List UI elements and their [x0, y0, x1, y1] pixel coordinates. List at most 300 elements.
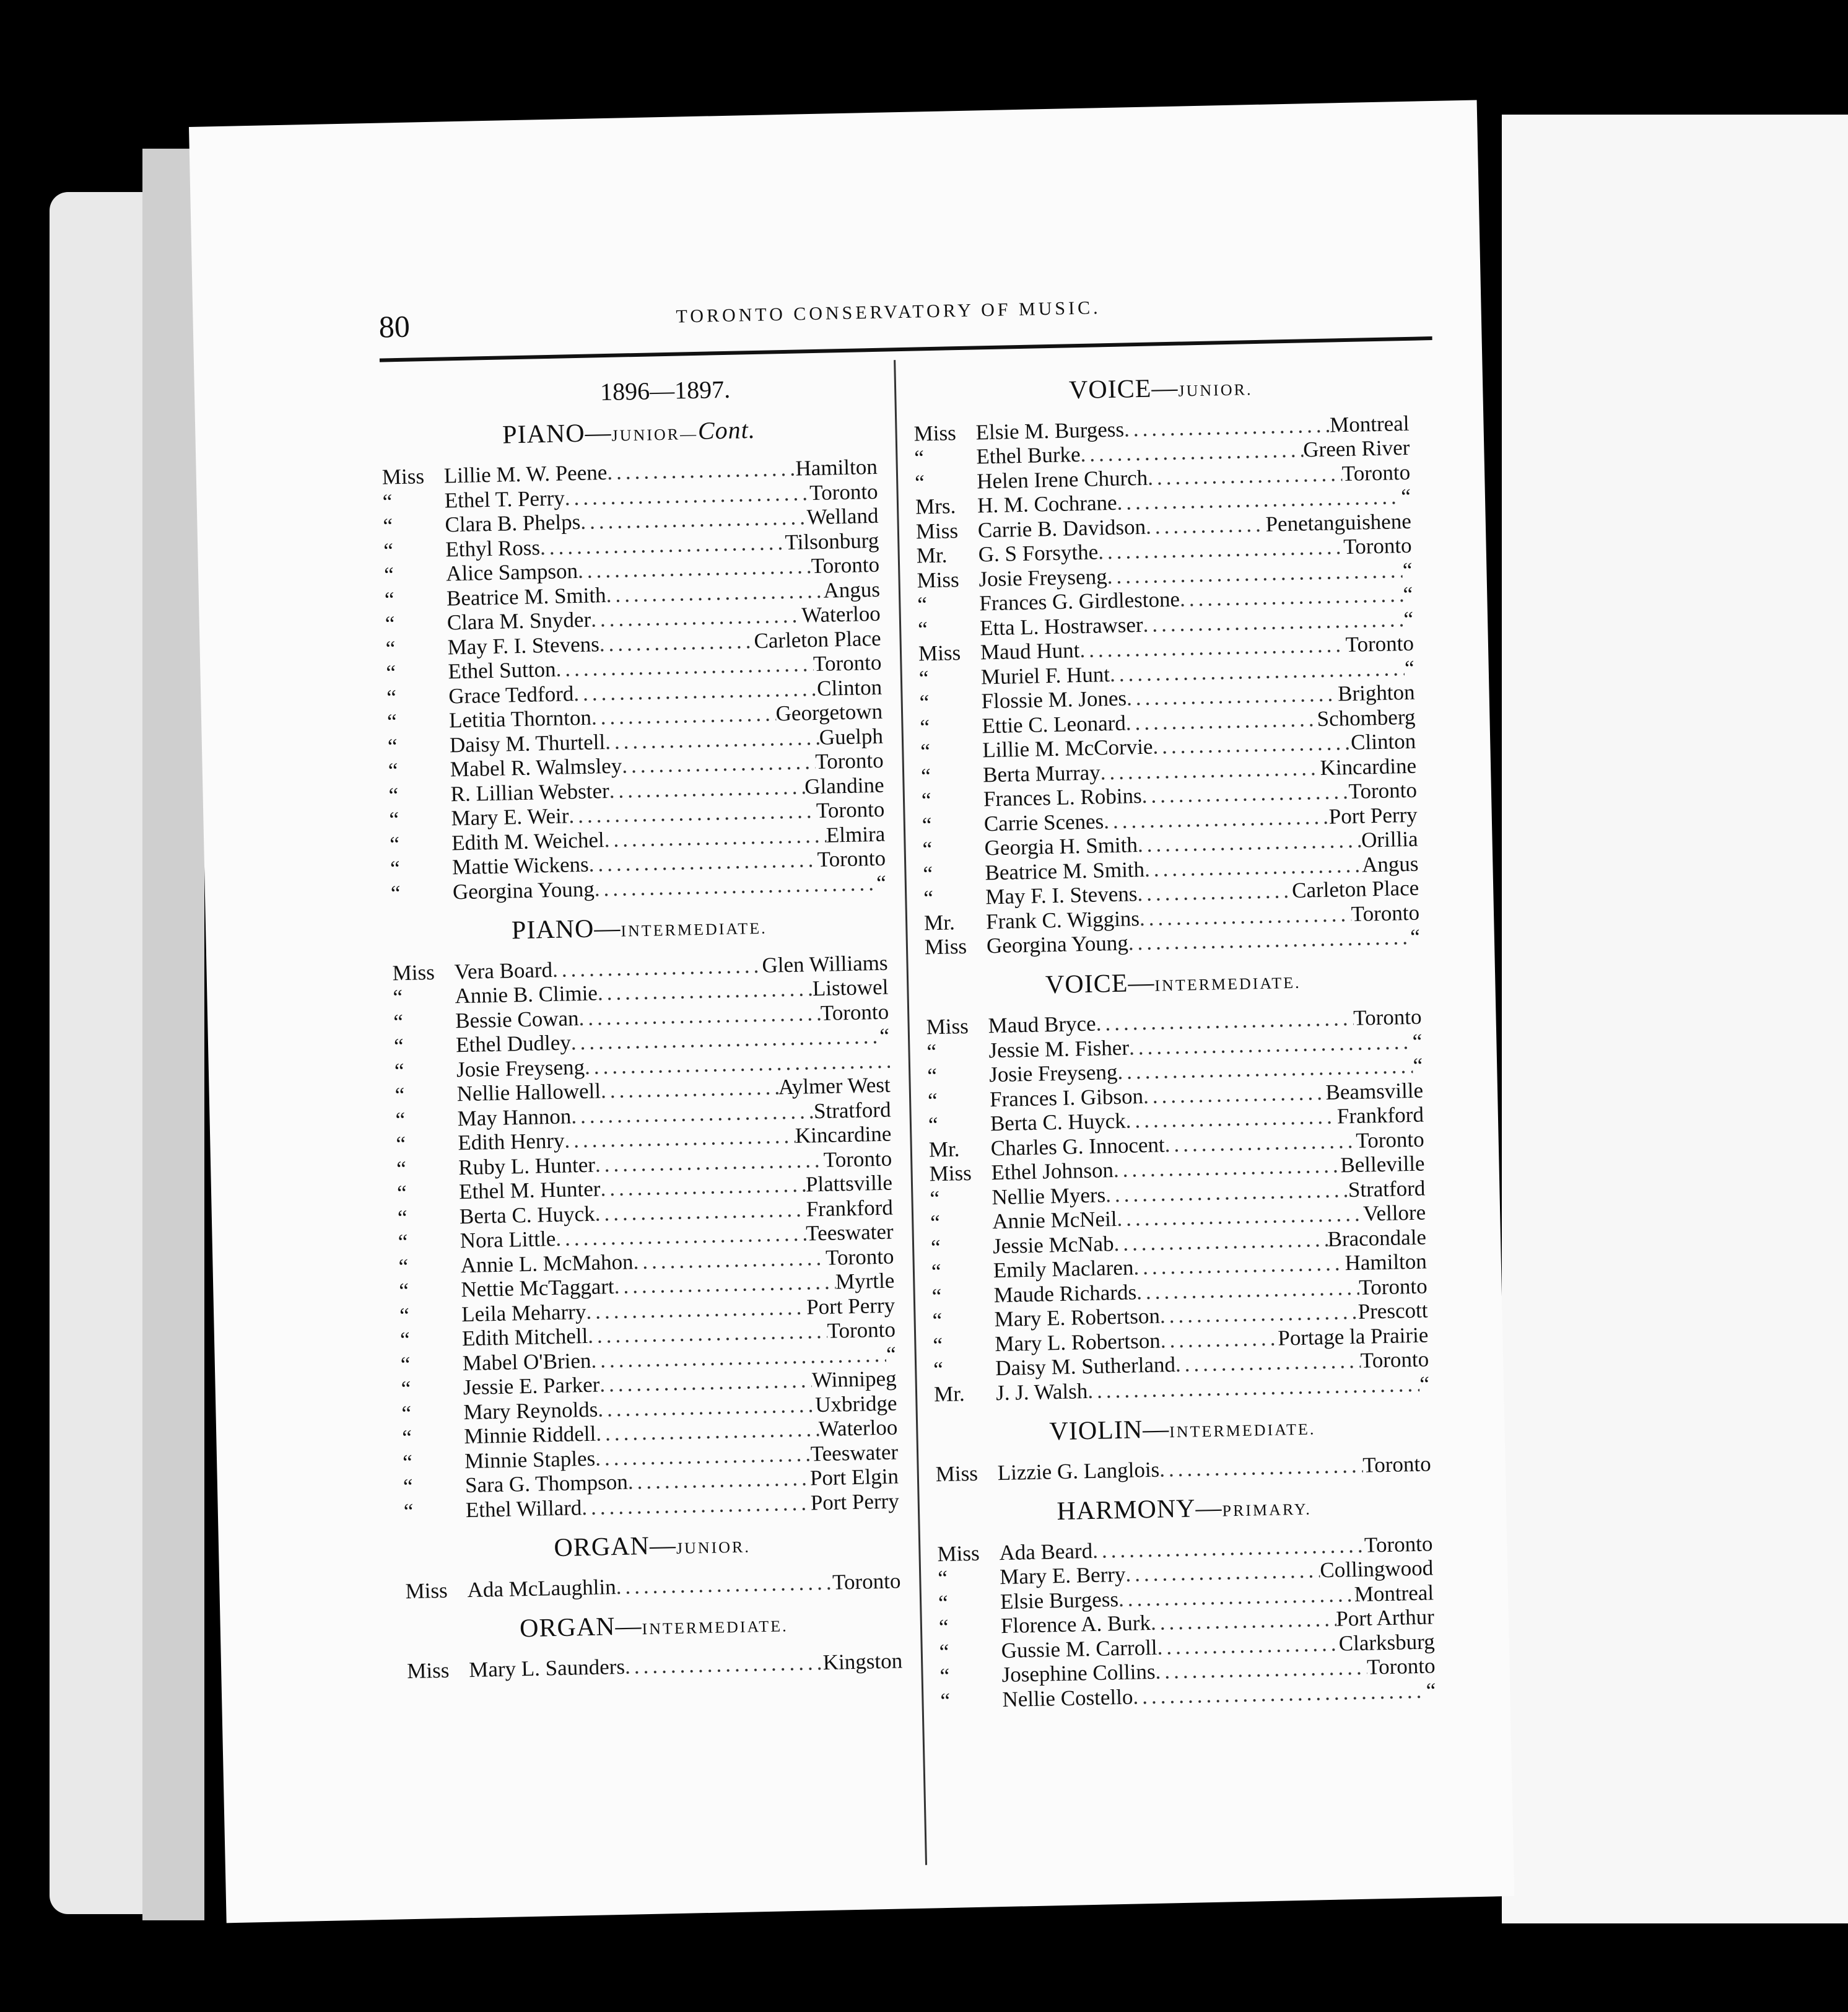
entry-name: Maude Richards — [993, 1279, 1137, 1307]
entry-prefix: “ — [386, 685, 397, 710]
entry-prefix: “ — [932, 1308, 943, 1333]
entry-prefix: “ — [385, 636, 396, 661]
entry-name: Frances G. Girdlestone — [978, 587, 1180, 616]
entry-place: Frankford — [1336, 1102, 1424, 1129]
entry-prefix: “ — [922, 837, 933, 862]
entry-place: Tilsonburg — [785, 528, 879, 554]
entry-prefix: “ — [914, 470, 925, 495]
entry-place: Glen Williams — [762, 950, 888, 978]
entry-name: Clara M. Snyder — [447, 607, 591, 635]
entry-name: Mary E. Berry — [999, 1562, 1126, 1590]
entry-name: Daisy M. Thurtell — [449, 729, 606, 757]
entry-prefix: “ — [403, 1474, 413, 1499]
entry-name: Jessie M. Fisher — [988, 1035, 1130, 1062]
section-heading — [935, 1412, 1431, 1449]
section-title: VOICE— — [1045, 968, 1155, 999]
entry-place: Port Elgin — [809, 1464, 899, 1490]
entry-place: Toronto — [1341, 460, 1411, 486]
entry-place: Welland — [806, 503, 879, 530]
entry-place: Toronto — [1360, 1347, 1429, 1373]
entry-place: Hamilton — [1345, 1249, 1427, 1275]
entry-name: Minnie Riddell — [463, 1421, 596, 1449]
entry-name: G. S Forsythe — [978, 540, 1099, 567]
entry-name: Minnie Staples — [464, 1446, 596, 1473]
entry-prefix: “ — [387, 733, 398, 758]
entry-prefix: “ — [923, 861, 933, 886]
leader-dots — [625, 1650, 824, 1679]
entry-name: Beatrice M. Smith — [446, 582, 606, 610]
leader-dots — [1151, 1607, 1336, 1635]
entry-prefix: “ — [399, 1278, 409, 1303]
leader-dots — [1153, 730, 1351, 759]
section-subtitle: JUNIOR— — [611, 424, 699, 445]
leader-dots — [616, 1570, 832, 1599]
entry-prefix: Mrs. — [915, 494, 956, 519]
entry-prefix: “ — [401, 1401, 412, 1425]
entry-name: Nellie Costello — [1002, 1684, 1133, 1712]
entry-place: Guelph — [819, 724, 884, 750]
entry-prefix: “ — [930, 1235, 941, 1259]
facing-page — [1502, 115, 1848, 1923]
leader-dots — [1157, 1631, 1339, 1660]
leader-dots — [1125, 1558, 1320, 1586]
entry-place: Angus — [1361, 851, 1419, 877]
entry-prefix: Miss — [926, 1013, 969, 1039]
leader-dots — [582, 1490, 811, 1520]
entry-place: Waterloo — [801, 601, 881, 628]
leader-dots — [1124, 413, 1330, 441]
entry-place: Montreal — [1329, 411, 1410, 437]
leader-dots — [1128, 925, 1410, 955]
entry-name: Elsie Burgess — [1000, 1586, 1119, 1614]
entry-prefix: “ — [393, 1009, 404, 1034]
entry-prefix: Miss — [917, 567, 960, 593]
entry-place: Clinton — [1350, 728, 1416, 754]
entry-prefix: “ — [388, 782, 399, 807]
entry-place: “ — [1412, 1029, 1423, 1054]
entry-prefix: “ — [922, 812, 932, 837]
entry-name: Carrie Scenes — [983, 808, 1104, 836]
entry-place: “ — [1404, 655, 1415, 680]
entry-prefix: “ — [921, 788, 931, 813]
entry-name: Sara G. Thompson — [464, 1469, 629, 1498]
entry-prefix: “ — [393, 1034, 404, 1059]
entry-place: Toronto — [813, 650, 882, 676]
entry-prefix: “ — [917, 616, 928, 642]
leader-dots — [600, 1173, 806, 1201]
entry-prefix: “ — [395, 1107, 406, 1132]
leader-dots — [607, 457, 796, 485]
entry-place: “ — [1403, 606, 1414, 631]
entry-name: Clara B. Phelps — [445, 509, 581, 537]
entry-name: Ethel Willard — [465, 1495, 582, 1522]
entry-name: Ethyl Ross — [445, 535, 541, 561]
entry-place: Toronto — [1366, 1653, 1436, 1679]
entry-name: Mary Reynolds — [463, 1397, 598, 1424]
entry-name: Georgina Young — [986, 930, 1129, 958]
entry-place: “ — [879, 1023, 890, 1048]
entry-prefix: “ — [401, 1376, 411, 1401]
entry-prefix: “ — [383, 562, 394, 587]
entry-prefix: “ — [398, 1229, 408, 1254]
section-title: HARMONY— — [1057, 1494, 1223, 1526]
entry-name: Josie Freyseng — [978, 564, 1107, 591]
leader-dots — [594, 871, 876, 901]
entry-place: Listowel — [812, 974, 889, 1001]
entry-prefix: “ — [920, 739, 931, 764]
entry-place: Toronto — [1345, 631, 1414, 657]
entry-name: Mattie Wickens — [451, 852, 590, 880]
entry-prefix: Miss — [918, 641, 961, 666]
entry-name: Nettie McTaggart — [460, 1274, 615, 1302]
entry-name: Berta C. Huyck — [459, 1201, 595, 1228]
entry-place: Belleville — [1340, 1151, 1425, 1178]
entry-place: Toronto — [827, 1317, 896, 1343]
entry-prefix: “ — [389, 807, 399, 832]
entry-prefix: “ — [388, 758, 398, 783]
entry-name: Frances I. Gibson — [989, 1083, 1144, 1111]
entry-name: Lillie M. W. Peene — [443, 460, 608, 488]
entry-name: Ettie C. Leonard — [982, 711, 1127, 738]
entry-place: “ — [1400, 484, 1411, 509]
entry-name: Lillie M. McCorvie — [982, 734, 1153, 763]
entry-place: Beamsville — [1325, 1078, 1424, 1104]
leader-dots — [1125, 707, 1317, 735]
entry-place: Glandine — [804, 772, 884, 798]
left-sections — [381, 414, 902, 1683]
entry-place: Montreal — [1354, 1580, 1434, 1606]
entry-place: Prescott — [1358, 1298, 1428, 1324]
entry-prefix: “ — [914, 445, 925, 470]
entry-name: Flossie M. Jones — [981, 686, 1127, 714]
section-subtitle: INTERMEDIATE. — [1154, 973, 1301, 995]
leader-dots — [599, 629, 754, 657]
entry-name: Jessie E. Parker — [463, 1372, 600, 1400]
entry-name: Mary L. Robertson — [995, 1328, 1161, 1356]
entry-prefix: “ — [927, 1088, 938, 1113]
entry-prefix: “ — [918, 665, 929, 691]
entry-prefix: “ — [398, 1254, 409, 1279]
entry-place: “ — [1426, 1677, 1436, 1703]
entry-name: Berta Murray — [982, 759, 1101, 787]
entry-prefix: “ — [926, 1064, 938, 1088]
entry-prefix: “ — [931, 1284, 942, 1308]
entry-prefix: “ — [931, 1259, 941, 1284]
entry-name: May F. I. Stevens — [447, 631, 600, 659]
entry-prefix: “ — [390, 880, 401, 905]
entry-prefix: Miss — [929, 1160, 972, 1186]
entry-name: Helen Irene Church — [976, 465, 1148, 493]
entry-prefix: “ — [926, 1039, 937, 1064]
section-title: PIANO— — [511, 914, 621, 945]
leader-dots — [627, 1466, 810, 1494]
entry-place: Aylmer West — [778, 1072, 891, 1100]
entry-prefix: “ — [919, 690, 930, 715]
section-subtitle: INTERMEDIATE. — [621, 919, 767, 940]
entry-prefix: “ — [385, 611, 395, 636]
entry-name: Maud Hunt — [980, 638, 1080, 665]
entry-name: Annie B. Climie — [455, 981, 598, 1008]
section-title: VIOLIN— — [1049, 1415, 1170, 1446]
entry-name: Bessie Cowan — [455, 1005, 579, 1033]
entry-place: Toronto — [823, 1146, 892, 1172]
entry-place: Green River — [1302, 435, 1410, 462]
entry-name: Etta L. Hostrawser — [979, 612, 1143, 640]
section-subtitle: JUNIOR. — [676, 1537, 751, 1558]
entry-name: Berta C. Huyck — [990, 1108, 1127, 1136]
entry-prefix: “ — [938, 1590, 949, 1615]
entry-prefix: “ — [930, 1210, 941, 1235]
entry-prefix: Miss — [406, 1658, 450, 1683]
entry-prefix: Mr. — [928, 1136, 960, 1161]
entry-place: Angus — [823, 577, 881, 603]
entry-place: Toronto — [1348, 777, 1418, 804]
entry-prefix: “ — [396, 1181, 408, 1205]
section-heading — [925, 965, 1421, 1002]
entry-name: Ethel Burke — [976, 442, 1081, 469]
entry-place: Kincardine — [1320, 753, 1417, 780]
entry-place: Toronto — [1362, 1451, 1432, 1477]
entry-place: “ — [1403, 582, 1413, 607]
entry-place: Toronto — [832, 1568, 901, 1594]
entry-place: Toronto — [1355, 1127, 1425, 1153]
entry-place: Teeswater — [805, 1219, 894, 1246]
entry-prefix: “ — [383, 538, 394, 563]
entry-place: Toronto — [1364, 1531, 1433, 1557]
entry-name: Emily Maclaren — [993, 1255, 1134, 1283]
running-title: TORONTO CONSERVATORY OF MUSIC. — [676, 297, 1101, 327]
entry-name: Mabel O'Brien — [462, 1348, 591, 1375]
entry-place: Orillia — [1361, 826, 1418, 852]
entry-prefix: Mr. — [916, 543, 948, 568]
entry-place: Carleton Place — [754, 626, 881, 653]
entry-name: Josie Freyseng — [988, 1059, 1118, 1087]
section-title: VOICE— — [1068, 374, 1179, 405]
list-item — [935, 1451, 1431, 1486]
entry-name: Carrie B. Davidson — [977, 514, 1146, 542]
right-column — [912, 356, 1436, 1713]
entry-prefix: “ — [386, 660, 396, 685]
entry-name: Ethel Johnson — [991, 1158, 1114, 1185]
entry-prefix: “ — [386, 709, 398, 734]
entry-place: Kincardine — [795, 1121, 892, 1148]
entry-prefix: “ — [402, 1450, 413, 1474]
entry-prefix: Miss — [913, 420, 957, 446]
entry-name: Annie McNeil — [992, 1207, 1117, 1234]
entry-place: Toronto — [825, 1244, 894, 1270]
page-number: 80 — [378, 308, 411, 344]
entry-place: Toronto — [1351, 900, 1420, 926]
list-item — [405, 1568, 901, 1603]
entry-name: Daisy M. Sutherland — [995, 1352, 1176, 1381]
entry-prefix: “ — [399, 1327, 411, 1352]
leader-dots — [1141, 779, 1349, 808]
entry-name: Beatrice M. Smith — [985, 857, 1145, 885]
entry-name: Ada Beard — [999, 1538, 1093, 1565]
entry-prefix: Mr. — [933, 1381, 965, 1406]
entry-prefix: Miss — [381, 464, 425, 489]
entry-prefix: “ — [396, 1132, 406, 1157]
leader-dots — [1175, 1349, 1361, 1377]
entry-name: Maud Bryce — [988, 1011, 1097, 1038]
entry-place: Georgetown — [775, 699, 883, 726]
entry-name: May F. I. Stevens — [985, 881, 1138, 909]
entry-place: Myrtle — [835, 1268, 895, 1294]
entry-place: “ — [1402, 558, 1413, 582]
entry-place: Toronto — [814, 748, 884, 774]
entry-place: Port Perry — [806, 1293, 896, 1319]
entry-name: Edith Henry — [458, 1128, 565, 1155]
section-heading — [406, 1609, 902, 1646]
entry-place: Elmira — [826, 821, 886, 847]
entry-place: Toronto — [1343, 533, 1412, 559]
section-heading — [391, 911, 887, 948]
entry-place: Clinton — [816, 675, 883, 701]
entry-prefix: “ — [396, 1156, 407, 1181]
entry-prefix: Miss — [392, 960, 435, 985]
entry-place: Toronto — [816, 797, 885, 823]
entry-place: Toronto — [811, 552, 880, 579]
book-page — [189, 100, 1514, 1923]
entry-name: Georgia H. Smith — [984, 833, 1138, 860]
entry-place: Clarksburg — [1338, 1629, 1436, 1656]
entry-prefix: “ — [400, 1352, 411, 1376]
entry-name: Mary L. Saunders — [468, 1654, 625, 1682]
entry-place: Vellore — [1362, 1200, 1426, 1226]
entry-name: Grace Tedford — [448, 681, 574, 708]
entry-name: Josie Freyseng — [456, 1054, 585, 1082]
entry-prefix: “ — [389, 831, 400, 856]
leader-dots — [1148, 461, 1342, 490]
entry-name: Ethel T. Perry — [444, 485, 565, 512]
entry-prefix: “ — [917, 592, 928, 617]
section-title: PIANO— — [502, 418, 612, 450]
entry-name: R. Lillian Webster — [450, 778, 610, 806]
entry-place: Toronto — [820, 999, 889, 1025]
entry-place: Carleton Place — [1291, 875, 1419, 903]
entry-prefix: “ — [923, 886, 934, 911]
entry-place: Stratford — [813, 1097, 891, 1123]
entry-name: Georgina Young — [452, 877, 595, 904]
entry-prefix: “ — [939, 1663, 950, 1689]
entry-name: H. M. Cochrane — [977, 490, 1117, 518]
entry-name: Vera Board — [454, 957, 553, 984]
entry-name: J. J. Walsh — [995, 1378, 1088, 1405]
list-item — [407, 1648, 903, 1683]
section-subtitle: INTERMEDIATE. — [1169, 1420, 1316, 1441]
entry-prefix: Miss — [937, 1541, 980, 1566]
entry-name: Josephine Collins — [1001, 1659, 1156, 1687]
entry-name: Nellie Hallowell — [456, 1078, 601, 1106]
entry-place: Stratford — [1348, 1176, 1426, 1202]
entry-name: Florence A. Burk — [1000, 1611, 1151, 1638]
entry-place: “ — [1419, 1371, 1430, 1396]
entry-place: Toronto — [817, 846, 886, 872]
entry-place: Collingwood — [1319, 1555, 1434, 1583]
entry-name: Gussie M. Carroll — [1001, 1635, 1157, 1663]
entry-name: Edith Mitchell — [461, 1323, 588, 1351]
entry-name: Alice Sampson — [445, 559, 578, 586]
entry-prefix: “ — [393, 985, 403, 1010]
entry-name: Ruby L. Hunter — [458, 1152, 596, 1179]
entry-prefix: “ — [397, 1205, 408, 1230]
entry-place: Frankford — [806, 1195, 894, 1222]
entry-place: Toronto — [1358, 1274, 1428, 1300]
entry-prefix: “ — [938, 1614, 949, 1640]
entry-place: Teeswater — [810, 1439, 899, 1466]
leader-dots — [633, 1245, 826, 1274]
entry-name: Nellie Myers — [992, 1182, 1106, 1209]
entry-place: “ — [886, 1342, 897, 1367]
entry-place: Toronto — [1353, 1004, 1422, 1030]
entry-place: “ — [1410, 924, 1421, 949]
entry-name: Nora Little — [460, 1226, 556, 1253]
entry-name: Ada McLaughlin — [467, 1574, 616, 1602]
section-heading — [404, 1529, 900, 1566]
entry-prefix: “ — [939, 1639, 949, 1664]
page-header — [378, 281, 1432, 362]
entry-place: Schomberg — [1317, 704, 1416, 731]
leader-dots — [1143, 1080, 1326, 1108]
leader-dots — [622, 750, 816, 778]
entry-prefix: “ — [920, 763, 931, 788]
leader-dots — [609, 774, 804, 803]
entry-prefix: “ — [930, 1186, 940, 1210]
entry-name: Mary E. Robertson — [994, 1303, 1161, 1332]
entry-place: Plattsville — [805, 1170, 893, 1197]
entry-name: Ethel M. Hunter — [458, 1176, 601, 1204]
entry-prefix: “ — [928, 1113, 938, 1137]
right-sections — [913, 372, 1436, 1713]
section-title: ORGAN— — [519, 1612, 642, 1643]
entry-place: Hamilton — [795, 454, 878, 481]
entry-prefix: “ — [399, 1303, 410, 1327]
entry-name: Ethel Sutton — [448, 657, 556, 684]
entry-prefix: “ — [394, 1058, 404, 1083]
entry-prefix: “ — [384, 587, 394, 612]
year-heading: 1896—1897. — [599, 375, 731, 406]
entry-place: Port Perry — [1328, 802, 1418, 829]
leader-dots — [601, 1075, 779, 1103]
entry-name: Frances L. Robins — [983, 784, 1143, 811]
entry-name: Leila Meharry — [461, 1299, 586, 1326]
entry-prefix: “ — [933, 1357, 944, 1382]
leader-dots — [1160, 1326, 1278, 1352]
entry-prefix: “ — [920, 714, 930, 739]
leader-dots — [1159, 1300, 1358, 1328]
entry-name: Muriel F. Hunt — [980, 662, 1110, 689]
section-cont: Cont. — [697, 415, 756, 445]
entry-name: Annie L. McMahon — [460, 1249, 634, 1277]
entry-place: “ — [876, 870, 887, 895]
entry-place: Penetanguishene — [1265, 509, 1412, 536]
section-subtitle: INTERMEDIATE. — [642, 1617, 788, 1638]
entry-name: Jessie McNab — [992, 1231, 1114, 1258]
entry-prefix: “ — [382, 489, 393, 514]
section-subtitle: PRIMARY. — [1222, 1500, 1312, 1520]
entry-name: Mabel R. Walmsley — [450, 753, 622, 782]
entry-place: Portage la Prairie — [1277, 1323, 1429, 1350]
entry-place: Kingston — [822, 1648, 903, 1674]
entry-prefix: “ — [394, 1083, 405, 1108]
entry-place: Bracondale — [1327, 1225, 1427, 1251]
entry-name: May Hannon — [457, 1103, 572, 1131]
entry-prefix: “ — [390, 856, 401, 881]
entry-name: Charles G. Innocent — [990, 1132, 1166, 1160]
left-column — [380, 367, 903, 1683]
entry-place: Port Perry — [810, 1488, 900, 1515]
entry-name: Frank C. Wiggins — [985, 906, 1140, 934]
